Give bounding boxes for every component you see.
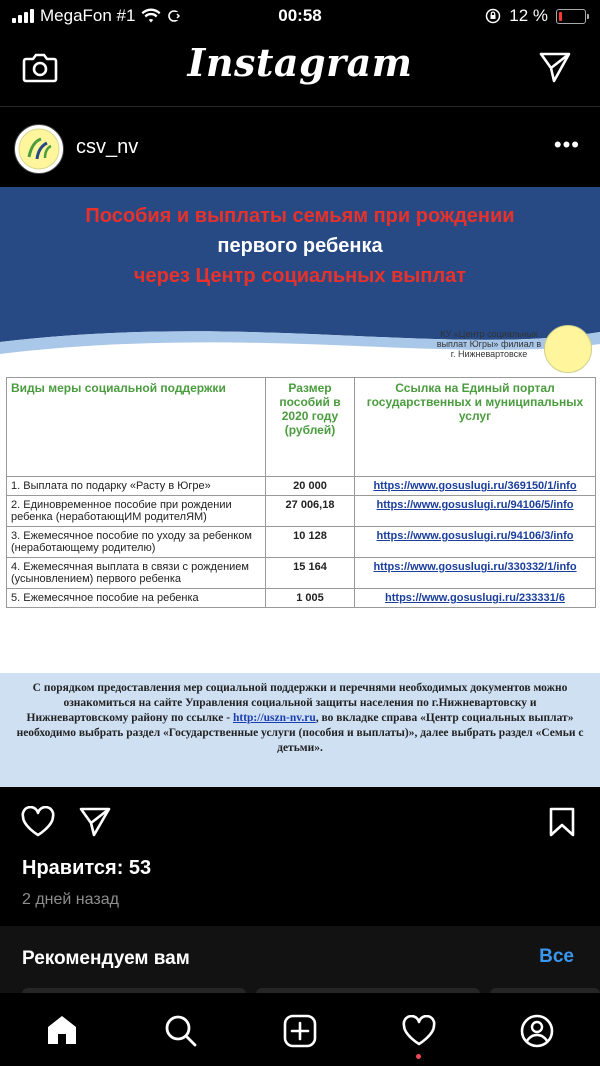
avatar[interactable]	[14, 124, 64, 174]
battery-icon	[556, 9, 586, 24]
carrier-name: MegaFon #1	[40, 6, 136, 25]
image-title-line-2: первого ребенка	[217, 235, 383, 257]
post-username[interactable]: csv_nv	[76, 136, 139, 158]
status-time: 00:58	[278, 6, 322, 25]
row-amount: 20 000	[266, 477, 355, 496]
org-logo-icon	[15, 125, 63, 173]
row-amount: 15 164	[266, 558, 355, 589]
row-amount: 1 005	[266, 589, 355, 608]
see-all-link[interactable]: Все	[539, 946, 574, 967]
row-name: 2. Единовременное пособие при рождении ребенка (неработающИМ родителЯМ)	[7, 496, 266, 527]
like-heart-icon[interactable]	[20, 806, 56, 838]
row-name: 1. Выплата по подарку «Расту в Югре»	[7, 477, 266, 496]
footer-note-part1: С порядком предоставления мер социальной поддержки и перечнями необходимых документов можно ознакомиться на сайте Управления социальной защиты населения по г.Нижневартовску и Нижневартовскому району по ссылке -	[26, 682, 568, 724]
org-emblem-icon	[544, 325, 592, 373]
row-name: 4. Ежемесячная выплата в связи с рождением (усыновлением) первого ребенка	[7, 558, 266, 589]
table-header-row	[7, 378, 596, 477]
footer-note-part2: , во вкладке справа «Центр социальных выплат» необходимо выбрать раздел «Государственные услуги (пособия и выплаты)», далее выбрать раздел «Семьи с детьми».	[16, 712, 584, 754]
more-options-icon[interactable]: •••	[553, 132, 580, 157]
image-footer-note	[0, 673, 600, 787]
row-link: https://www.gosuslugi.ru/94106/5/info	[355, 496, 596, 527]
col-header-amount: Размер пособий в 2020 году (рублей)	[266, 378, 355, 477]
battery-percent: 12 %	[509, 6, 548, 25]
search-icon[interactable]	[164, 1014, 198, 1048]
bookmark-icon[interactable]	[548, 806, 576, 838]
table-row	[7, 477, 596, 496]
table-row	[7, 527, 596, 558]
image-title-line-1: Пособия и выплаты семьям при рождении	[85, 205, 515, 227]
status-right	[485, 6, 586, 26]
row-link: https://www.gosuslugi.ru/94106/3/info	[355, 527, 596, 558]
footer-note-text	[0, 673, 600, 764]
post-timestamp: 2 дней назад	[22, 891, 119, 908]
activity-notification-dot	[416, 1054, 421, 1059]
table-row	[7, 558, 596, 589]
row-link: https://www.gosuslugi.ru/330332/1/info	[355, 558, 596, 589]
header-divider	[0, 106, 600, 107]
col-header-type: Виды меры социальной поддержки	[7, 378, 266, 477]
row-amount: 27 006,18	[266, 496, 355, 527]
benefits-table	[6, 377, 596, 608]
paper-plane-icon[interactable]	[538, 50, 572, 84]
rotation-lock-icon	[485, 8, 501, 24]
row-link: https://www.gosuslugi.ru/369150/1/info	[355, 477, 596, 496]
table-row	[7, 496, 596, 527]
share-icon[interactable]	[78, 806, 112, 838]
instagram-logo: Instagram	[187, 40, 413, 85]
status-bar	[0, 0, 600, 34]
row-name: 3. Ежемесячное пособие по уходу за ребенком (неработающему родителю)	[7, 527, 266, 558]
home-icon[interactable]	[45, 1014, 79, 1046]
add-post-icon[interactable]	[283, 1014, 317, 1048]
org-caption: КУ «Центр социальных выплат Югры» филиал в г. Нижневартовске	[436, 329, 542, 359]
footer-note-link: http://uszn-nv.ru	[232, 712, 316, 724]
col-header-link: Ссылка на Единый портал государственных и муниципальных услуг	[355, 378, 596, 477]
likes-count[interactable]: Нравится: 53	[22, 857, 152, 879]
image-title-line-3: через Центр социальных выплат	[133, 265, 467, 287]
row-name: 5. Ежемесячное пособие на ребенка	[7, 589, 266, 608]
recommendations-title: Рекомендуем вам	[22, 948, 190, 969]
row-amount: 10 128	[266, 527, 355, 558]
row-link: https://www.gosuslugi.ru/233331/6	[355, 589, 596, 608]
profile-icon[interactable]	[520, 1014, 554, 1048]
post-image[interactable]	[0, 187, 600, 787]
table-row	[7, 589, 596, 608]
activity-heart-icon[interactable]	[401, 1015, 437, 1047]
